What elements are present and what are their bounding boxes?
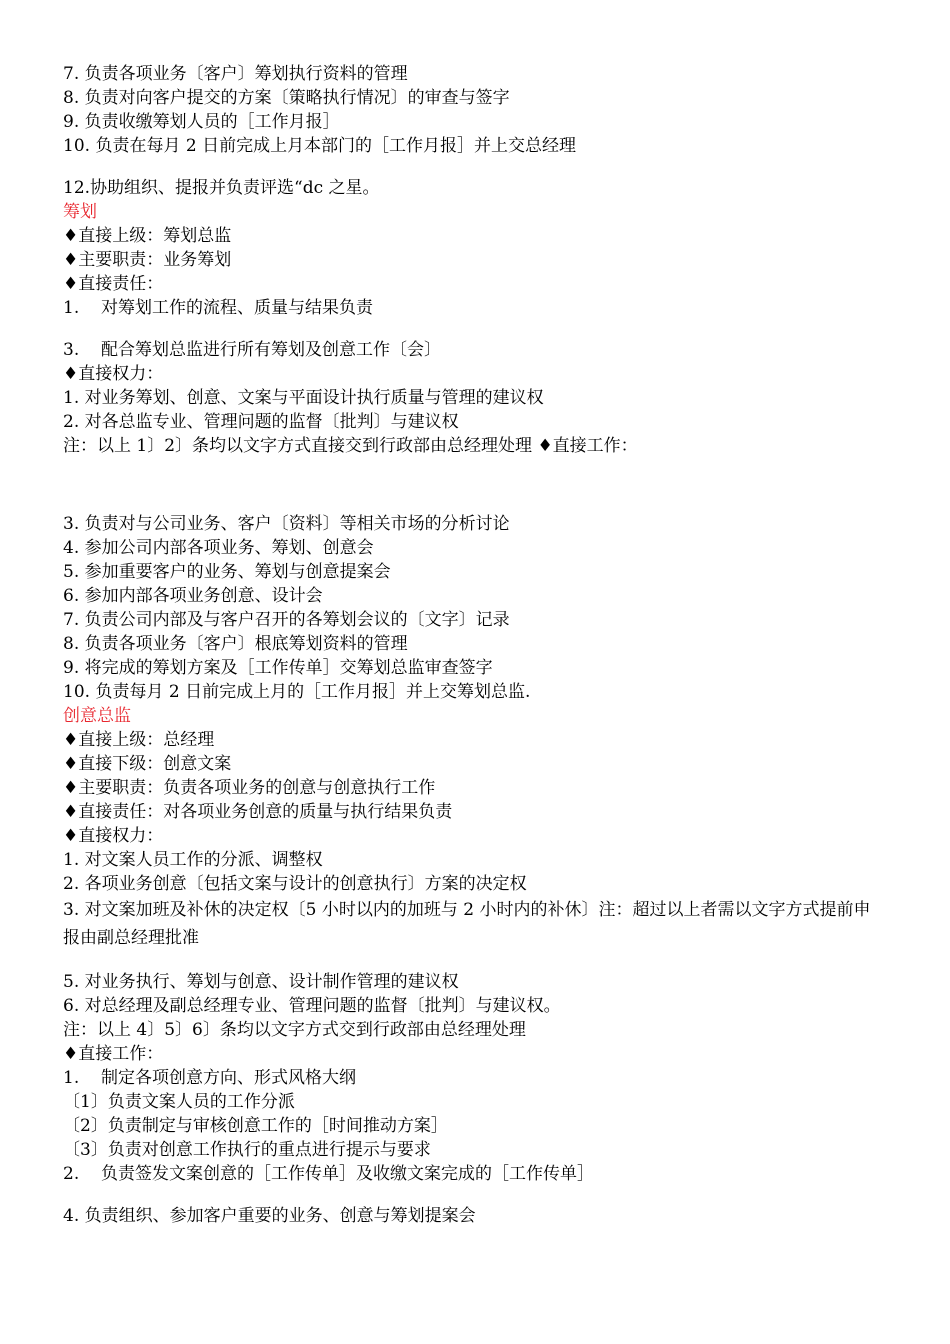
list-item [63,338,883,362]
sub-item: 〔2〕负责制定与审核创意工作的［时间推动方案］ [63,1116,448,1136]
item-number: 1. [63,298,80,318]
list-item: 1. 对业务筹划、创意、文案与平面设计执行质量与管理的建议权 [63,388,544,408]
direct-work: ♦直接工作： [63,1044,164,1064]
list-item: 10. 负责在每月 2 日前完成上月本部门的［工作月报］并上交总经理 [63,136,577,156]
main-duty: ♦主要职责：负责各项业务的创意与创意执行工作 [63,778,436,798]
list-item: 3. 负责对与公司业务、客户〔资料〕等相关市场的分析讨论 [63,514,510,534]
list-item: 2. 对各总监专业、管理问题的监督〔批判〕与建议权 [63,412,459,432]
list-item: 9. 负责收缴筹划人员的［工作月报］ [63,112,340,132]
list-item: 8. 负责对向客户提交的方案〔策略执行情况〕的审查与签字 [63,88,510,108]
list-item: 4. 参加公司内部各项业务、筹划、创意会 [63,538,374,558]
direct-superior: ♦直接上级：筹划总监 [63,226,232,246]
section-heading-planning: 筹划 [63,202,97,222]
list-item: 3. 对文案加班及补休的决定权〔5 小时以内的加班与 2 小时内的补休〕注：超过以上者需以文字方式提前申报由副总经理批准 [63,900,871,948]
sub-item: 〔3〕负责对创意工作执行的重点进行提示与要求 [63,1140,431,1160]
list-item: 7. 负责公司内部及与客户召开的各筹划会议的〔文字〕记录 [63,610,510,630]
note: 注：以上 1〕2〕条均以文字方式直接交到行政部由总经理处理 ♦直接工作： [63,436,638,456]
item-text: 负责签发文案创意的［工作传单］及收缴文案完成的［工作传单］ [101,1164,594,1184]
sub-item: 〔1〕负责文案人员的工作分派 [63,1092,295,1112]
list-item: 6. 参加内部各项业务创意、设计会 [63,586,323,606]
direct-superior: ♦直接上级：总经理 [63,730,215,750]
direct-authority: ♦直接权力： [63,364,164,384]
item-text: 配合筹划总监进行所有筹划及创意工作〔会〕 [101,340,441,360]
list-item: 5. 对业务执行、筹划与创意、设计制作管理的建议权 [63,972,459,992]
document-page [63,62,883,1228]
direct-subordinate: ♦直接下级：创意文案 [63,754,232,774]
item-text: 制定各项创意方向、形式风格大纲 [101,1068,356,1088]
list-item [63,1066,883,1090]
section-heading-creative-director: 创意总监 [63,706,131,726]
item-number: 3. [63,340,80,360]
list-item: 8. 负责各项业务〔客户〕根底筹划资料的管理 [63,634,408,654]
list-item [63,296,883,320]
list-item [63,1162,883,1186]
item-number: 1. [63,1068,80,1088]
note: 注：以上 4〕5〕6〕条均以文字方式交到行政部由总经理处理 [63,1020,526,1040]
list-item: 10. 负责每月 2 日前完成上月的［工作月报］并上交筹划总监. [63,682,531,702]
direct-responsibility: ♦直接责任：对各项业务创意的质量与执行结果负责 [63,802,453,822]
item-number: 2. [63,1164,80,1184]
list-item: 6. 对总经理及副总经理专业、管理问题的监督〔批判〕与建议权。 [63,996,561,1016]
item-text: 对筹划工作的流程、质量与结果负责 [101,298,373,318]
list-item: 7. 负责各项业务〔客户〕筹划执行资料的管理 [63,64,408,84]
direct-authority: ♦直接权力： [63,826,164,846]
list-item: 9. 将完成的筹划方案及［工作传单］交筹划总监审查签字 [63,658,493,678]
list-item: 5. 参加重要客户的业务、筹划与创意提案会 [63,562,391,582]
list-item: 12.协助组织、提报并负责评选“dc 之星。 [63,178,380,198]
list-item: 1. 对文案人员工作的分派、调整权 [63,850,323,870]
main-duty: ♦主要职责：业务筹划 [63,250,232,270]
list-item: 2. 各项业务创意〔包括文案与设计的创意执行〕方案的决定权 [63,874,527,894]
list-item: 4. 负责组织、参加客户重要的业务、创意与筹划提案会 [63,1206,476,1226]
direct-responsibility: ♦直接责任： [63,274,164,294]
